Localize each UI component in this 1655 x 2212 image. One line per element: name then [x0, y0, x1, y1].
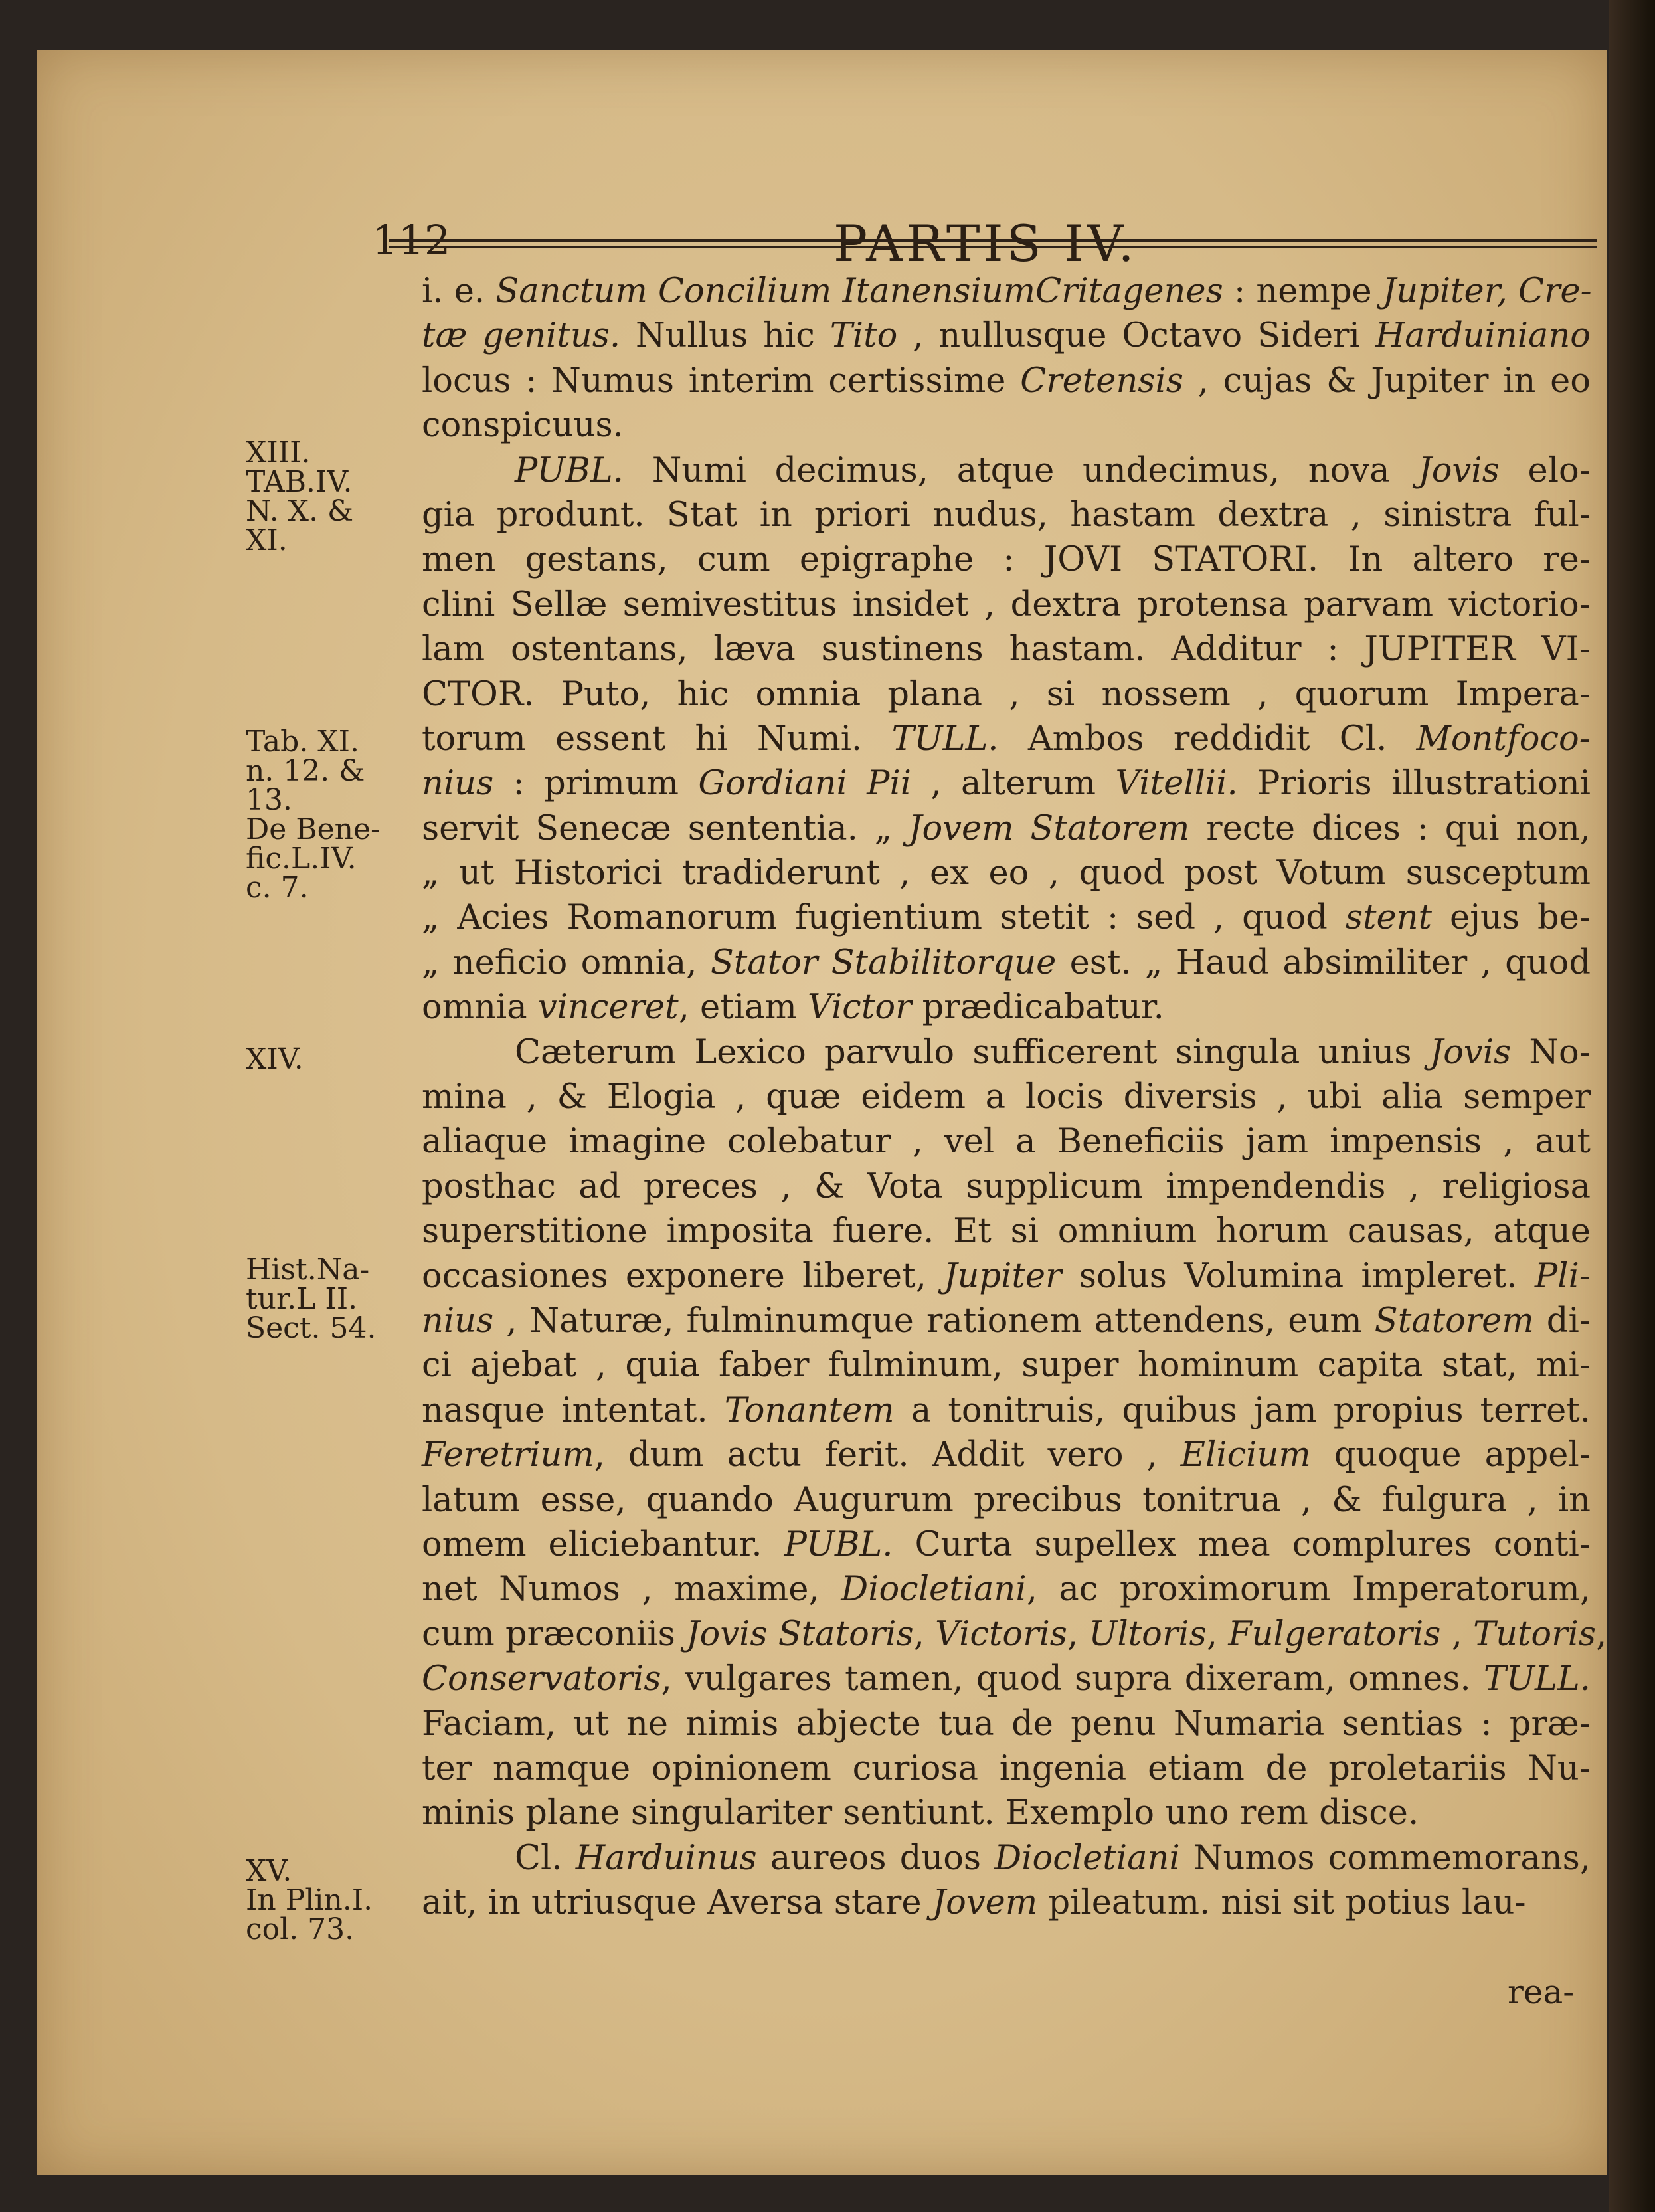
margin-note-line: Hist.Na-	[246, 1253, 370, 1287]
text-line	[422, 761, 1591, 806]
text-line	[422, 806, 1591, 851]
text-segment: Conservatoris	[422, 1659, 661, 1699]
text-line	[422, 672, 1591, 717]
text-segment: Victor	[808, 988, 912, 1028]
text-line	[422, 448, 1591, 493]
text-line	[422, 269, 1591, 314]
text-segment: „ neficio omnia,	[422, 943, 711, 982]
text-segment: ejus be-	[1432, 898, 1591, 938]
text-segment: , alterum	[911, 764, 1116, 804]
text-segment: superstitione imposita fuere. Et si omnium horum causas, atque	[422, 1212, 1591, 1251]
text-segment: pileatum. nisi sit potius lau-	[1037, 1883, 1526, 1923]
text-segment: Cre-	[1518, 272, 1592, 311]
text-line	[422, 1254, 1591, 1299]
text-segment: , dum actu ferit. Addit vero ,	[594, 1435, 1181, 1475]
text-segment: stent	[1345, 898, 1433, 938]
text-segment: PUBL.	[784, 1524, 893, 1564]
text-segment: tæ genitus.	[422, 316, 621, 356]
text-segment: lam ostentans, læva sustinens hastam. Additur : JUPITER VI-	[422, 630, 1591, 670]
text-segment: i. e.	[422, 272, 496, 311]
text-segment: a tonitruis, quibus jam propius terret.	[894, 1390, 1591, 1430]
margin-note-section-13	[246, 438, 418, 555]
text-segment: Curta supellex mea complures conti-	[893, 1524, 1591, 1564]
margin-note-line: De Bene-	[246, 812, 381, 846]
text-segment: „ ut Historici tradiderunt , ex eo , quod post Votum susceptum	[422, 854, 1591, 893]
text-segment: Ultoris	[1089, 1614, 1207, 1654]
text-segment: aureos duos	[756, 1838, 995, 1878]
text-segment: ,	[1067, 1614, 1089, 1654]
margin-note-line: In Plin.I.	[246, 1883, 373, 1917]
text-segment: locus : Numus interim certissime	[422, 361, 1021, 401]
text-line	[422, 1119, 1591, 1164]
text-segment: Numi decimus, atque undecimus, nova	[623, 450, 1419, 490]
text-segment: torum essent hi Numi.	[422, 719, 892, 759]
margin-note-line: XI.	[246, 523, 288, 557]
text-segment: gia produnt. Stat in priori nudus, hastam dextra , sinistra ful-	[422, 495, 1591, 535]
text-segment: : nempe	[1223, 272, 1383, 311]
text-segment: di-	[1533, 1301, 1591, 1340]
text-segment: posthac ad preces , & Vota supplicum impendendis , religiosa	[422, 1166, 1591, 1206]
text-segment: net Numos , maxime,	[422, 1570, 841, 1610]
text-segment: Vitellii.	[1115, 764, 1238, 804]
text-segment: Ambos reddidit Cl.	[998, 719, 1417, 759]
text-line	[422, 851, 1591, 895]
text-line	[422, 314, 1591, 358]
text-segment: ,	[913, 1614, 936, 1654]
text-segment: men gestans, cum epigraphe : JOVI STATORI. In altero re-	[422, 540, 1591, 580]
text-segment: , Naturæ, fulminumque rationem attendens, eum	[493, 1301, 1375, 1340]
text-line	[422, 1433, 1591, 1477]
margin-note-line: TAB.IV.	[246, 465, 353, 499]
margin-note-hist-natur	[246, 1255, 418, 1343]
text-line	[422, 717, 1591, 761]
text-line	[422, 359, 1591, 403]
body-text	[422, 269, 1607, 1925]
margin-note-line: tur.L II.	[246, 1282, 358, 1316]
margin-note-section-15	[246, 1854, 418, 1946]
text-segment: , ac proximorum Imperatorum,	[1026, 1570, 1591, 1610]
text-segment: Jovem Statorem	[909, 808, 1190, 848]
text-segment: Faciam, ut ne nimis abjecte tua de penu Numaria sentias : præ-	[422, 1704, 1591, 1744]
text-segment: , etiam	[678, 988, 808, 1028]
text-line	[422, 1881, 1591, 1925]
text-segment: Jovem	[932, 1883, 1038, 1923]
text-segment: ,	[1206, 1614, 1229, 1654]
text-segment: Jovis Statoris	[686, 1614, 914, 1654]
page-number: 112	[372, 216, 451, 264]
header-rule	[389, 239, 1597, 248]
margin-note-line: XV.	[246, 1854, 292, 1888]
text-segment: aliaque imagine colebatur , vel a Beneficiis jam impensis , aut	[422, 1122, 1591, 1162]
text-segment: omem eliciebantur.	[422, 1524, 784, 1564]
text-segment: Harduiniano	[1375, 316, 1591, 356]
text-segment: servit Senecæ sententia. „	[422, 808, 909, 848]
text-segment: ter namque opinionem curiosa ingenia etiam de proletariis Nu-	[422, 1748, 1591, 1788]
text-segment	[1508, 272, 1518, 311]
text-segment: CTOR. Puto, hic omnia plana , si nossem , quorum Impera-	[422, 674, 1591, 714]
text-segment: Jupiter	[944, 1256, 1062, 1296]
text-segment: Tutoris	[1473, 1614, 1596, 1654]
text-line	[422, 537, 1591, 582]
text-segment: est. „ Haud absimiliter , quod	[1056, 943, 1591, 982]
text-line	[422, 1209, 1591, 1253]
text-segment: Statorem	[1374, 1301, 1534, 1340]
text-line	[422, 1522, 1591, 1567]
text-line	[422, 1388, 1591, 1433]
text-segment: Jovis	[1418, 450, 1500, 490]
text-segment: ait, in utriusque Aversa stare	[422, 1883, 932, 1923]
text-segment: Montfoco-	[1416, 719, 1591, 759]
text-segment: TULL.	[891, 719, 999, 759]
text-line	[422, 583, 1591, 627]
text-segment: ,	[1596, 1614, 1607, 1654]
margin-note-tab-xi	[246, 727, 418, 903]
text-segment: Feretrium	[422, 1435, 594, 1475]
text-line	[422, 1030, 1591, 1075]
text-segment: occasiones exponere liberet,	[422, 1256, 944, 1296]
text-line	[422, 1791, 1591, 1835]
text-line	[422, 627, 1591, 672]
text-segment: clini Sellæ semivestitus insidet , dextra protensa parvam victorio-	[422, 585, 1591, 624]
text-segment: quoque appel-	[1310, 1435, 1591, 1475]
text-segment: Harduinus	[575, 1838, 757, 1878]
margin-note-line: XIII.	[246, 436, 311, 470]
text-segment: , cujas & Jupiter in eo	[1183, 361, 1591, 401]
page-header	[37, 153, 1607, 273]
text-segment: , vulgares tamen, quod supra dixeram, omnes.	[661, 1659, 1484, 1699]
text-segment: omnia	[422, 988, 538, 1028]
margin-note-line: N. X. &	[246, 494, 354, 528]
text-segment: Pli-	[1534, 1256, 1591, 1296]
text-segment: recte dices : qui non,	[1189, 808, 1591, 848]
text-line	[422, 1702, 1591, 1746]
running-title: PARTIS IV.	[833, 214, 1138, 273]
text-segment: Elicium	[1180, 1435, 1311, 1475]
text-line	[422, 1657, 1591, 1701]
text-line	[422, 1343, 1591, 1388]
text-segment: nius	[422, 1301, 494, 1340]
text-segment: „ Acies Romanorum fugientium stetit : sed , quod	[422, 898, 1346, 938]
text-segment: ,	[1440, 1614, 1474, 1654]
margin-note-line: col. 73.	[246, 1912, 355, 1946]
margin-note-line: fic.L.IV.	[246, 842, 357, 876]
text-segment: Nullus hic	[620, 316, 830, 356]
text-segment: Numos commemorans,	[1179, 1838, 1591, 1878]
text-segment: ci ajebat , quia faber fulminum, super hominum capita stat, mi-	[422, 1346, 1591, 1386]
catchword: rea-	[1508, 1973, 1575, 2011]
text-segment: Fulgeratoris	[1228, 1614, 1441, 1654]
text-segment: prædicabatur.	[911, 988, 1164, 1028]
text-segment: Diocletiani	[994, 1838, 1180, 1878]
text-segment: No-	[1511, 1032, 1591, 1072]
margin-note-line: c. 7.	[246, 871, 309, 905]
text-segment: Cretensis	[1020, 361, 1183, 401]
text-segment: Diocletiani	[841, 1570, 1027, 1610]
text-segment: minis plane singulariter sentiunt. Exemplo uno rem disce.	[422, 1794, 1419, 1833]
margin-note-section-14	[246, 1042, 418, 1076]
text-segment: solus Volumina impleret.	[1061, 1256, 1535, 1296]
margin-note-line: Sect. 54.	[246, 1311, 377, 1345]
text-line	[422, 1567, 1591, 1612]
text-segment: nius	[422, 764, 494, 804]
text-segment: Sanctum Concilium ItanensiumCritagenes	[495, 272, 1223, 311]
margin-note-line: 13.	[246, 783, 292, 817]
text-line	[422, 985, 1591, 1030]
text-segment: Victoris	[935, 1614, 1067, 1654]
text-line	[422, 1478, 1591, 1522]
text-segment: elo-	[1499, 450, 1591, 490]
text-line	[422, 1836, 1591, 1881]
text-segment: : primum	[493, 764, 699, 804]
margin-note-line: n. 12. &	[246, 754, 365, 788]
text-line	[422, 1746, 1591, 1791]
book-page	[37, 50, 1607, 2175]
text-line	[422, 403, 1591, 448]
text-segment: cum præconiis	[422, 1614, 687, 1654]
text-segment: , nullusque Octavo Sideri	[897, 316, 1375, 356]
book-binding	[1609, 0, 1655, 2212]
text-segment: Gordiani Pii	[698, 764, 912, 804]
text-line	[422, 1612, 1607, 1657]
text-line	[422, 493, 1591, 537]
text-line	[422, 1299, 1591, 1343]
text-segment: TULL.	[1484, 1659, 1591, 1699]
text-segment: nasque intentat.	[422, 1390, 725, 1430]
margin-note-line: Tab. XI.	[246, 725, 359, 759]
text-segment: Cæterum Lexico parvulo sufficerent singula unius	[515, 1032, 1430, 1072]
text-segment: Tonantem	[724, 1390, 895, 1430]
text-segment: conspicuus.	[422, 406, 624, 446]
text-segment: Tito	[829, 316, 898, 356]
text-line	[422, 941, 1591, 985]
text-segment: mina , & Elogia , quæ eidem a locis diversis , ubi alia semper	[422, 1077, 1591, 1117]
text-segment: Jovis	[1429, 1032, 1512, 1072]
text-segment: latum esse, quando Augurum precibus tonitrua , & fulgura , in	[422, 1480, 1591, 1520]
text-line	[422, 895, 1591, 940]
text-line	[422, 1164, 1591, 1209]
text-segment: Jupiter,	[1382, 272, 1508, 311]
text-segment: Stator Stabilitorque	[710, 943, 1057, 982]
text-segment: Cl.	[515, 1838, 576, 1878]
text-segment: vinceret	[537, 988, 679, 1028]
text-segment: Prioris illustrationi	[1237, 764, 1591, 804]
text-segment: PUBL.	[515, 450, 624, 490]
margin-note-line: XIV.	[246, 1042, 304, 1076]
text-line	[422, 1075, 1591, 1119]
